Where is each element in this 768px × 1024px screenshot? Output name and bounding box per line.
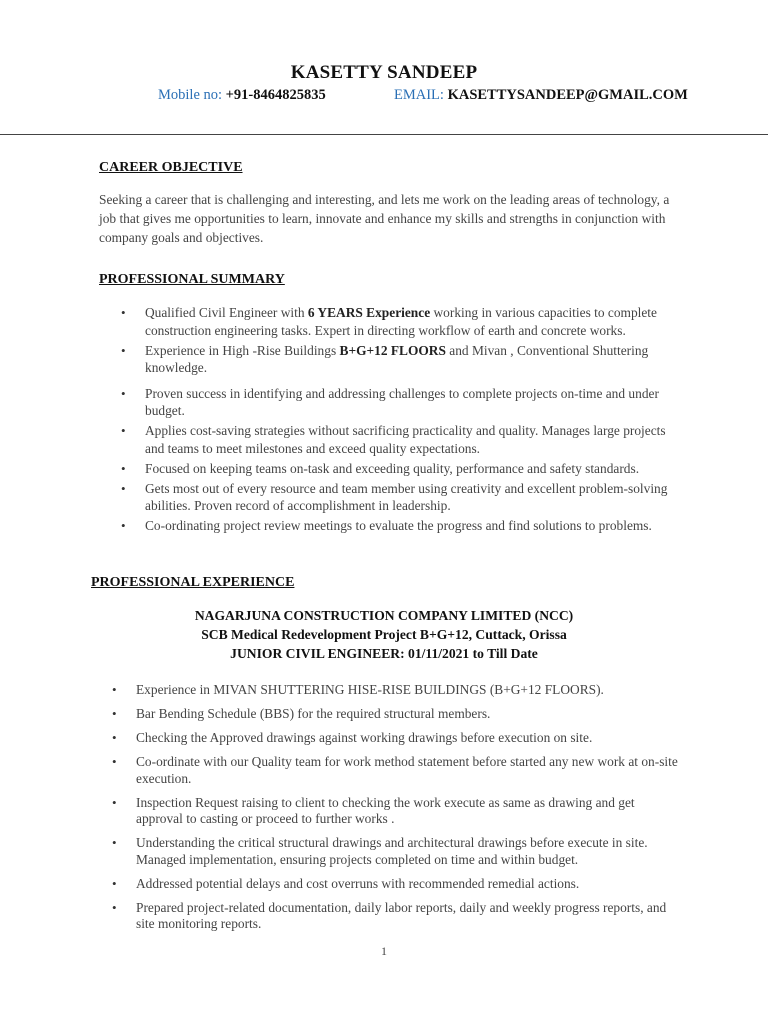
experience-item: • Bar Bending Schedule (BBS) for the required structural members. [136, 706, 681, 723]
experience-item: • Understanding the critical structural drawings and architectural drawings before execute in site. Managed implementation, ensuring projects completed on time and within budget. [136, 835, 681, 868]
candidate-name: KASETTY SANDEEP [290, 62, 478, 83]
experience-item: • Inspection Request raising to client to checking the work execute as same as drawing and get approval to casting or proceed to further works . [136, 795, 681, 828]
professional-summary-list [145, 304, 681, 537]
mobile-label: Mobile no: [158, 87, 223, 103]
summary-item: • Gets most out of every resource and team member using creativity and excellent problem-solving abilities. Proven record of accomplishment in leadership. [145, 480, 681, 515]
email-value: KASETTYSANDEEP@GMAIL.COM [447, 87, 688, 103]
summary-item: • Qualified Civil Engineer with 6 YEARS Experience working in various capacities to complete construction engineering tasks. Expert in directing workflow of earth and concrete works. [145, 304, 681, 339]
summary-item: • Proven success in identifying and addressing challenges to complete projects on-time and under budget. [145, 385, 681, 420]
employer-block [0, 606, 768, 663]
career-objective-heading: CAREER OBJECTIVE [99, 160, 243, 175]
experience-item: • Experience in MIVAN SHUTTERING HISE-RISE BUILDINGS (B+G+12 FLOORS). [136, 682, 681, 699]
summary-item: • Applies cost-saving strategies without sacrificing practicality and quality. Manages large projects and teams to meet milestones and exceed quality expectations. [145, 422, 681, 457]
project-name: SCB Medical Redevelopment Project B+G+12, Cuttack, Orissa [201, 627, 567, 642]
professional-experience-heading: PROFESSIONAL EXPERIENCE [91, 575, 295, 590]
experience-item: • Co-ordinate with our Quality team for work method statement before started any new work at on-site execution. [136, 754, 681, 787]
summary-item: • Focused on keeping teams on-task and exceeding quality, performance and safety standards. [145, 460, 681, 478]
page-number: 1 [381, 944, 387, 958]
career-objective-text: Seeking a career that is challenging and interesting, and lets me work on the leading areas of technology, a job that gives me opportunities to learn, innovate and enhance my skills and strengths in conjunction with company goals and objectives. [99, 192, 670, 246]
mobile-value: +91-8464825835 [225, 87, 326, 103]
mobile-contact [158, 87, 326, 104]
email-label: EMAIL: [394, 87, 444, 103]
experience-item: • Addressed potential delays and cost overruns with recommended remedial actions. [136, 876, 681, 893]
header-divider [0, 134, 768, 135]
company-name: NAGARJUNA CONSTRUCTION COMPANY LIMITED (NCC) [194, 608, 574, 623]
job-role: JUNIOR CIVIL ENGINEER: 01/11/2021 to Till Date [230, 646, 538, 661]
summary-item: • Experience in High -Rise Buildings B+G+12 FLOORS and Mivan , Conventional Shuttering knowledge. [145, 342, 681, 377]
email-contact [394, 87, 688, 104]
experience-list [136, 682, 681, 940]
experience-item: • Checking the Approved drawings against working drawings before execution on site. [136, 730, 681, 747]
professional-summary-heading: PROFESSIONAL SUMMARY [99, 272, 285, 287]
summary-item: • Co-ordinating project review meetings to evaluate the progress and find solutions to problems. [145, 517, 681, 535]
experience-item: • Prepared project-related documentation, daily labor reports, daily and weekly progress reports, and site monitoring reports. [136, 900, 681, 933]
